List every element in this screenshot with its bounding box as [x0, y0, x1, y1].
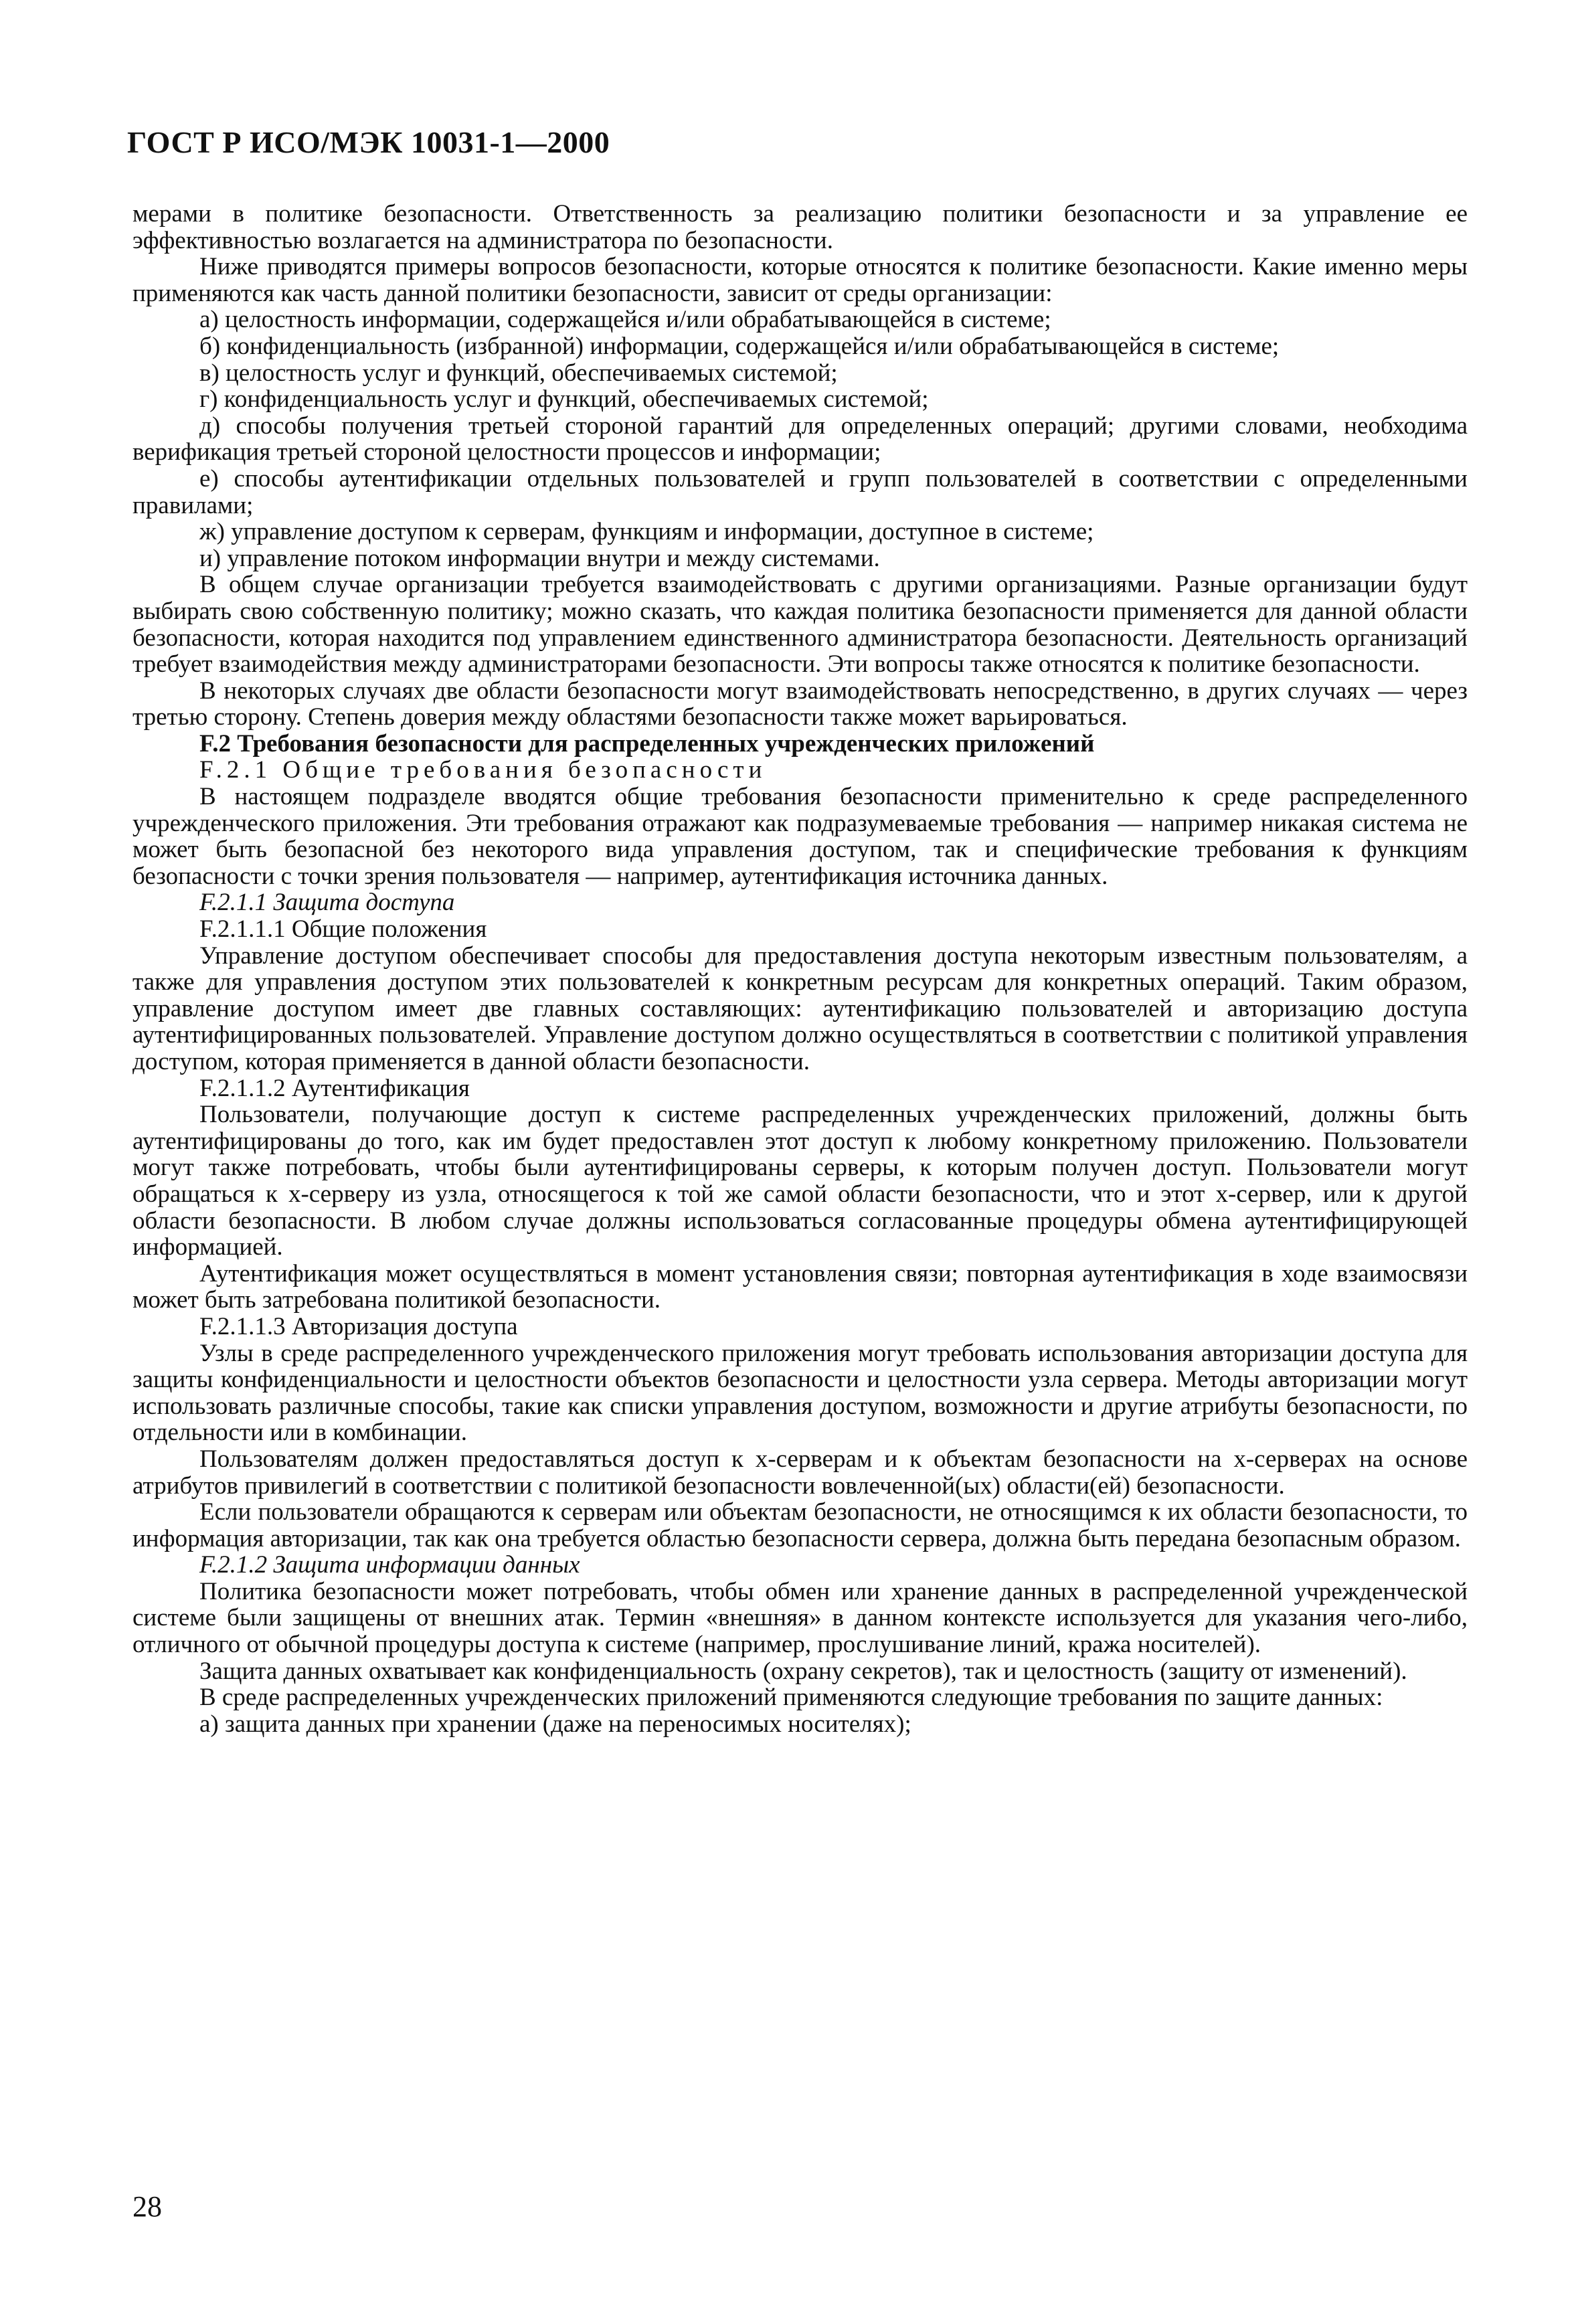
list-item: е) способы аутентификации отдельных пользователей и групп пользователей в соответствии с определенными правилами; [133, 464, 1468, 519]
paragraph: Ниже приводятся примеры вопросов безопасности, которые относятся к политике безопасности. Какие именно меры применяются как часть данной политики безопасности, зависит от среды организации: [133, 253, 1468, 307]
list-item: а) защита данных при хранении (даже на переносимых носителях); [199, 1710, 911, 1738]
paragraph: В некоторых случаях две области безопасности могут взаимодействовать непосредственно, в других случаях — через третью сторону. Степень доверия между областями безопасности также может варьироваться. [133, 677, 1468, 731]
paragraph: Пользователи, получающие доступ к системе распределенных учрежденческих приложений, должны быть аутентифицированы до того, как им будет предоставлен этот доступ к любому конкретному приложению. Пользователи могут также потребовать, чтобы были аутентифицированы серверы, к которым получен доступ. Пользователи могут обращаться к x-серверу из узла, относящегося к той же самой области безопасности, что и этот x-сервер, или к другой области безопасности. В любом случае должны использоваться согласованные процедуры обмена аутентифицирующей информацией. [133, 1101, 1468, 1261]
section-heading: F.2 Требования безопасности для распределенных учрежденческих приложений [199, 729, 1095, 757]
document-header: ГОСТ Р ИСО/МЭК 10031-1—2000 [127, 125, 610, 159]
subsection-heading: F.2.1.2 Защита информации данных [199, 1551, 580, 1579]
subsection-heading: F.2.1 Общие требования безопасности [199, 756, 767, 784]
paragraph: В среде распределенных учрежденческих приложений применяются следующие требования по защите данных: [199, 1684, 1383, 1712]
subsection-heading: F.2.1.1.3 Авторизация доступа [199, 1312, 518, 1340]
paragraph: Пользователям должен предоставляться доступ к x-серверам и к объектам безопасности на x-серверах на основе атрибутов привилегий в соответствии с политикой безопасности вовлеченной(ых) области(ей) безопасности. [133, 1445, 1468, 1500]
list-item: ж) управление доступом к серверам, функциям и информации, доступное в системе; [199, 518, 1094, 546]
paragraph: Защита данных охватывает как конфиденциальность (охрану секретов), так и целостность (защиту от изменений). [199, 1657, 1407, 1685]
document-body [133, 201, 1468, 1737]
paragraph: Управление доступом обеспечивает способы для предоставления доступа некоторым известным пользователям, а также для управления доступом этих пользователей к конкретным ресурсам для конкретных операций. Таким образом, управление доступом имеет две главных составляющих: аутентификацию пользователей и авторизацию доступа аутентифицированных пользователей. Управление доступом должно осуществляться в соответствии с политикой управления доступом, которая применяется в данной области безопасности. [133, 942, 1468, 1075]
subsection-heading: F.2.1.1 Защита доступа [199, 889, 455, 917]
paragraph: В настоящем подразделе вводятся общие требования безопасности применительно к среде распределенного учрежденческого приложения. Эти требования отражают как подразумеваемые требования — например никакая система не может быть безопасной без некоторого вида управления доступом, так и специфические требования к функциям безопасности с точки зрения пользователя — например, аутентификация источника данных. [133, 783, 1468, 890]
list-item: в) целостность услуг и функций, обеспечиваемых системой; [199, 359, 838, 387]
paragraph: В общем случае организации требуется взаимодействовать с другими организациями. Разные организации будут выбирать свою собственную политику; можно сказать, что каждая политика безопасности применяется для данной области безопасности, которая находится под управлением единственного администратора безопасности. Деятельность организаций требует взаимодействия между администраторами безопасности. Эти вопросы также относятся к политике безопасности. [133, 571, 1468, 679]
list-item: и) управление потоком информации внутри и между системами. [199, 544, 880, 572]
paragraph: Если пользователи обращаются к серверам или объектам безопасности, не относящимся к их области безопасности, то информация авторизации, так как она требуется областью безопасности сервера, должна быть передана безопасным образом. [133, 1498, 1468, 1552]
subsection-heading: F.2.1.1.1 Общие положения [199, 915, 487, 944]
list-item: б) конфиденциальность (избранной) информации, содержащейся и/или обрабатывающейся в системе; [199, 332, 1280, 360]
list-item: г) конфиденциальность услуг и функций, обеспечиваемых системой; [199, 385, 929, 414]
paragraph-continuation: мерами в политике безопасности. Ответственность за реализацию политики безопасности и за управление ее эффективностью возлагается на администратора по безопасности. [133, 200, 1468, 254]
list-item: д) способы получения третьей стороной гарантий для определенных операций; другими словами, необходима верификация третьей стороной целостности процессов и информации; [133, 412, 1468, 466]
list-item: а) целостность информации, содержащейся и/или обрабатывающейся в системе; [199, 306, 1051, 334]
paragraph: Узлы в среде распределенного учрежденческого приложения могут требовать использования авторизации доступа для защиты конфиденциальности и целостности объектов безопасности и целостности узла сервера. Методы авторизации могут использовать различные способы, такие как списки управления доступом, возможности и другие атрибуты безопасности, по отдельности или в комбинации. [133, 1339, 1468, 1447]
subsection-heading: F.2.1.1.2 Аутентификация [199, 1074, 470, 1102]
paragraph: Политика безопасности может потребовать, чтобы обмен или хранение данных в распределенной учрежденческой системе были защищены от внешних атак. Термин «внешняя» в данном контексте используется для указания чего-либо, отличного от обычной процедуры доступа к системе (например, прослушивание линий, кража носителей). [133, 1577, 1468, 1659]
page-number: 28 [133, 2190, 162, 2223]
paragraph: Аутентификация может осуществляться в момент установления связи; повторная аутентификация в ходе взаимосвязи может быть затребована политикой безопасности. [133, 1259, 1468, 1314]
